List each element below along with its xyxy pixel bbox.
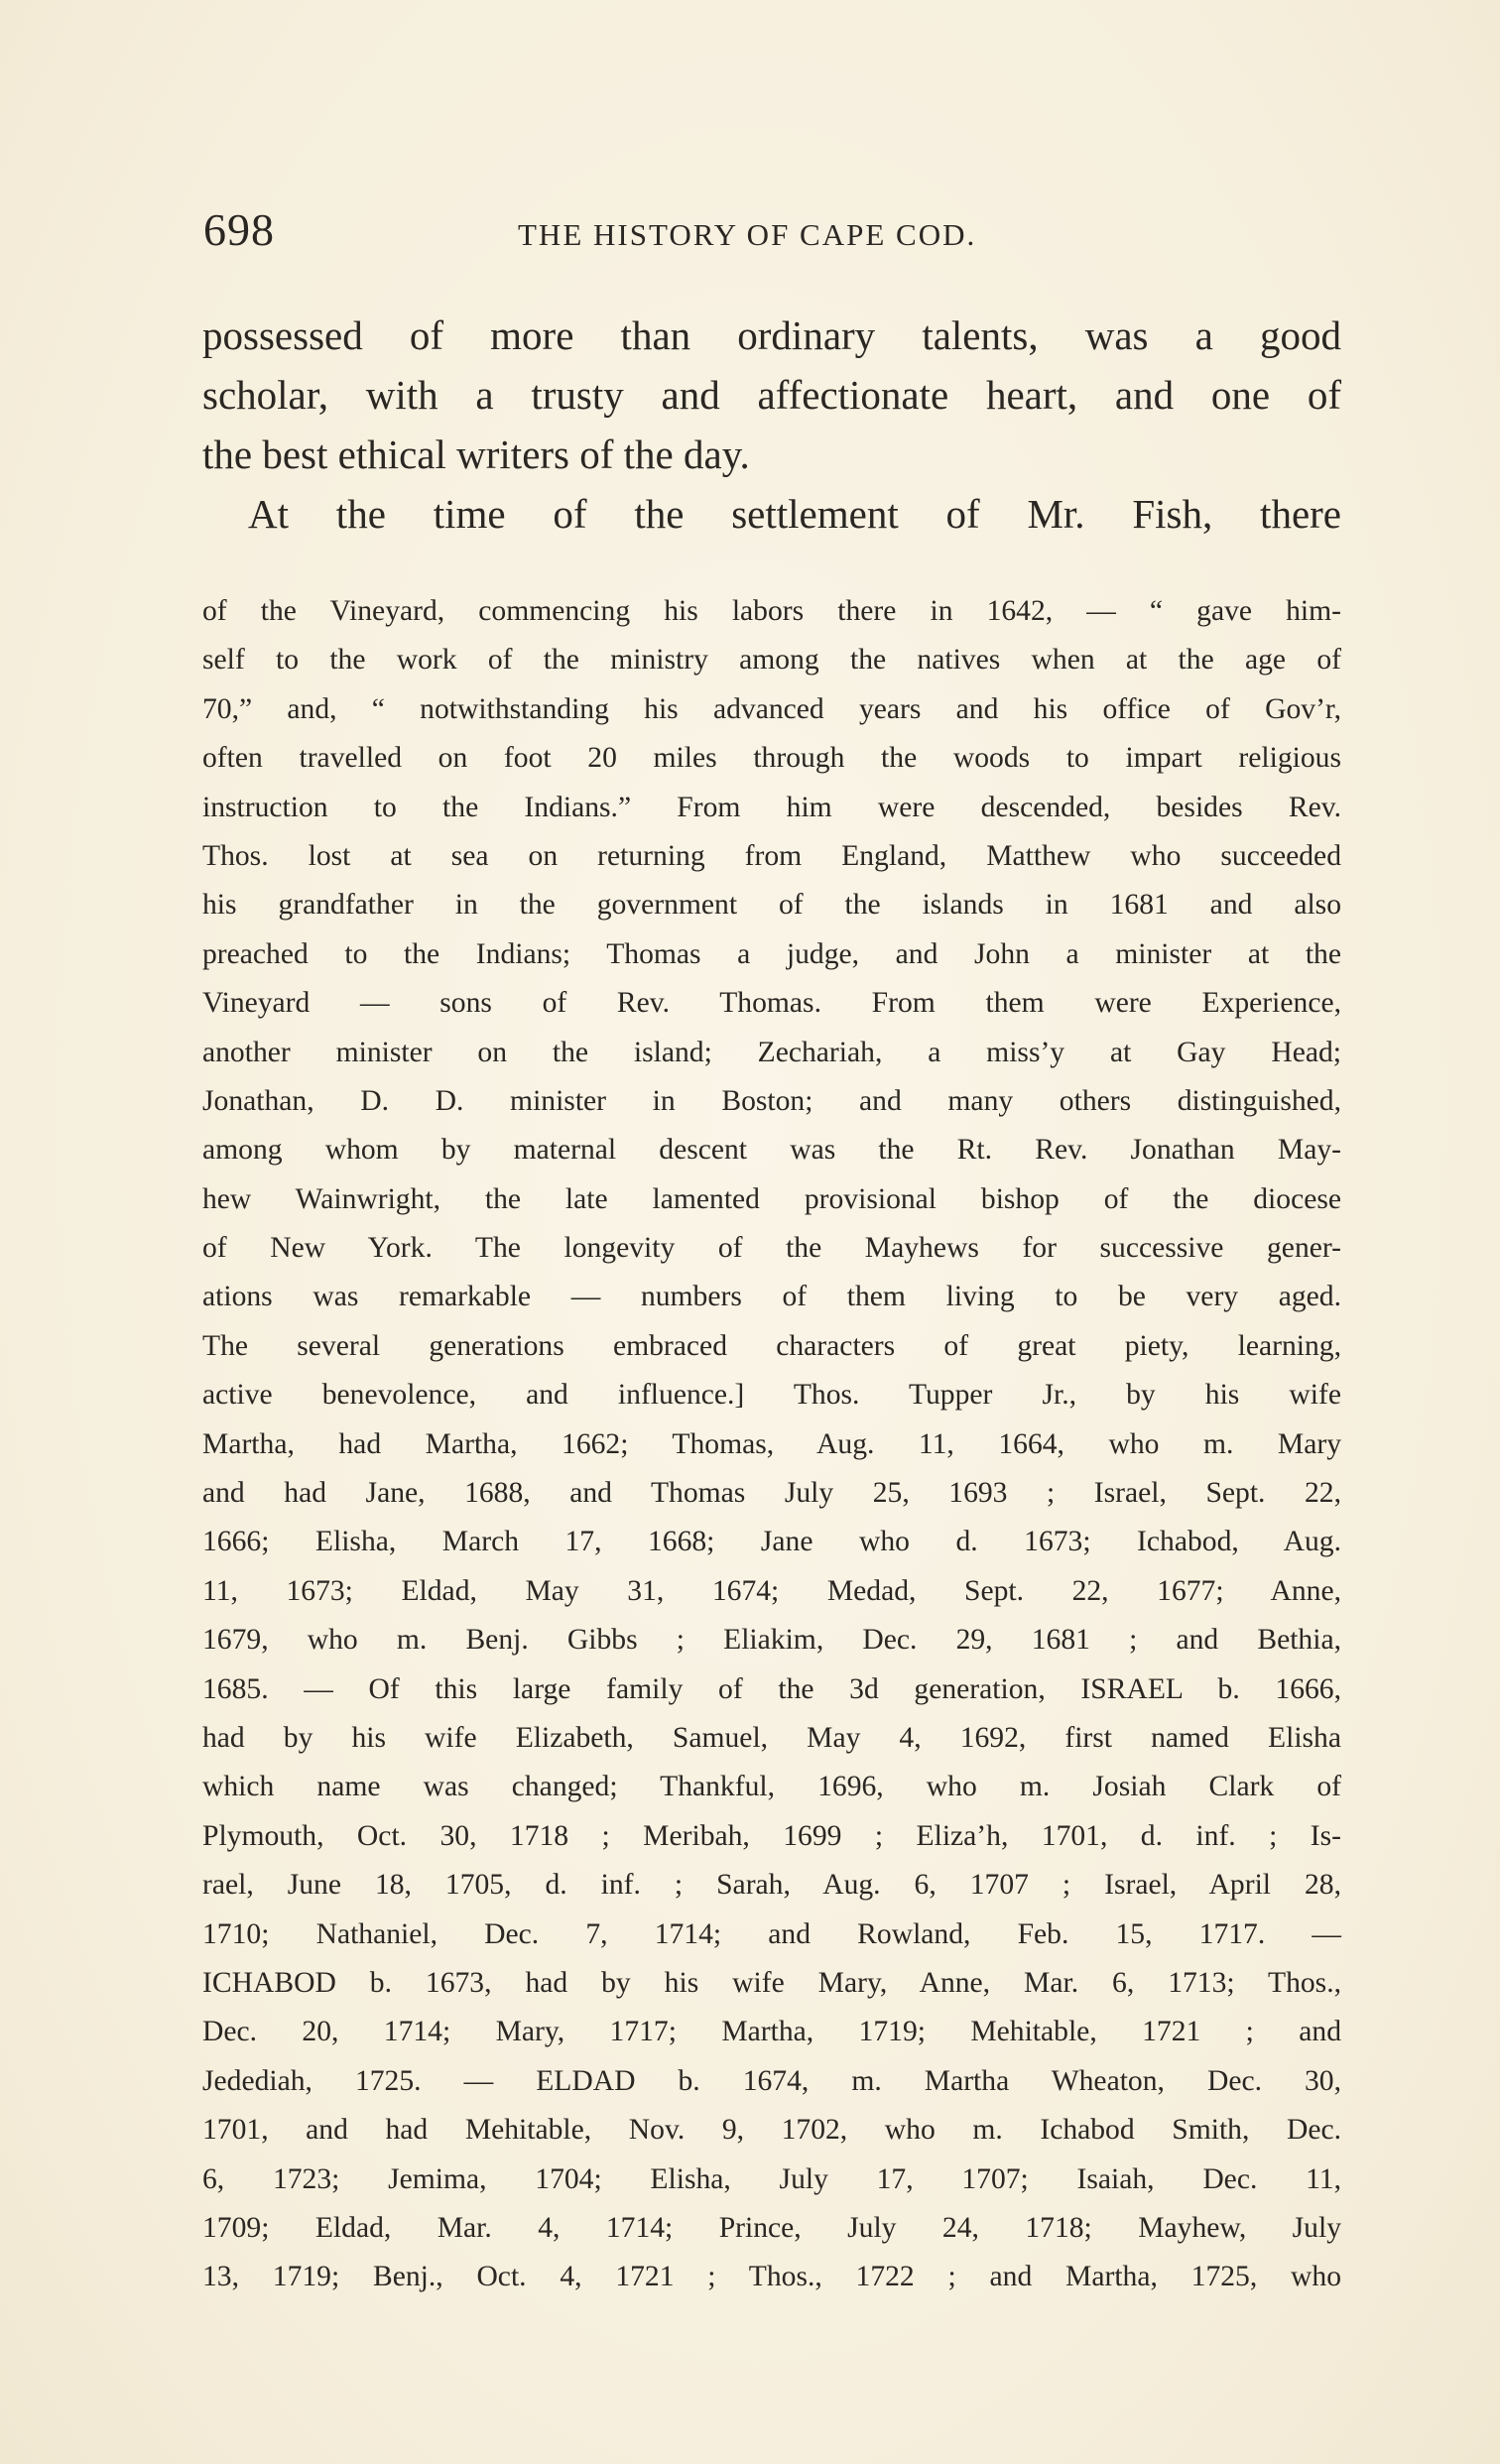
running-title: THE HISTORY OF CAPE COD. bbox=[518, 217, 977, 252]
note-text-line: 11, 1673; Eldad, May 31, 1674; Medad, Sept. 22, 1677; Anne, bbox=[202, 1574, 1341, 1607]
note-text-line: hew Wainwright, the late lamented provisional bishop of the diocese bbox=[202, 1182, 1341, 1215]
running-head bbox=[203, 203, 1344, 263]
note-text-line: 1685. — Of this large family of the 3d generation, ISRAEL b. 1666, bbox=[202, 1672, 1341, 1705]
note-text-line: active benevolence, and influence.] Thos. Tupper Jr., by his wife bbox=[202, 1379, 1341, 1412]
note-text-line: had by his wife Elizabeth, Samuel, May 4, 1692, first named Elisha bbox=[202, 1721, 1341, 1754]
note-text-line: ations was remarkable — numbers of them living to be very aged. bbox=[202, 1281, 1341, 1313]
note-text-line: Plymouth, Oct. 30, 1718 ; Meribah, 1699 ; Eliza’h, 1701, d. inf. ; Is- bbox=[202, 1819, 1341, 1852]
note-text-line: self to the work of the ministry among the natives when at the age of bbox=[202, 644, 1341, 677]
page-number: 698 bbox=[203, 204, 275, 255]
note-text-line: among whom by maternal descent was the Rt. Rev. Jonathan May- bbox=[202, 1134, 1341, 1167]
note-text-line: and had Jane, 1688, and Thomas July 25, 1693 ; Israel, Sept. 22, bbox=[202, 1477, 1341, 1510]
main-text-line: scholar, with a trusty and affectionate heart, and one of bbox=[202, 372, 1341, 418]
note-text-line: 1701, and had Mehitable, Nov. 9, 1702, who m. Ichabod Smith, Dec. bbox=[202, 2114, 1341, 2147]
note-text-line: of New York. The longevity of the Mayhews for successive gener- bbox=[202, 1232, 1341, 1265]
note-text-line: which name was changed; Thankful, 1696, who m. Josiah Clark of bbox=[202, 1771, 1341, 1803]
note-text-line: 13, 1719; Benj., Oct. 4, 1721 ; Thos., 1722 ; and Martha, 1725, who bbox=[202, 2261, 1341, 2293]
note-text-line: 70,” and, “ notwithstanding his advanced years and his office of Gov’r, bbox=[202, 692, 1341, 725]
note-text-line: often travelled on foot 20 miles through the woods to impart religious bbox=[202, 742, 1341, 775]
note-text-line: The several generations embraced characters of great piety, learning, bbox=[202, 1329, 1341, 1362]
note-text-line: 1679, who m. Benj. Gibbs ; Eliakim, Dec. 29, 1681 ; and Bethia, bbox=[202, 1624, 1341, 1657]
main-text-line: At the time of the settlement of Mr. Fish, there bbox=[248, 491, 1341, 537]
note-text-line: Martha, had Martha, 1662; Thomas, Aug. 11, 1664, who m. Mary bbox=[202, 1427, 1341, 1460]
note-text-line: 1710; Nathaniel, Dec. 7, 1714; and Rowland, Feb. 15, 1717. — bbox=[202, 1917, 1341, 1950]
note-text-line: ICHABOD b. 1673, had by his wife Mary, Anne, Mar. 6, 1713; Thos., bbox=[202, 1966, 1341, 1999]
note-text-line: his grandfather in the government of the islands in 1681 and also bbox=[202, 889, 1341, 922]
note-text bbox=[202, 587, 1341, 2302]
note-text-line: 1709; Eldad, Mar. 4, 1714; Prince, July 24, 1718; Mayhew, July bbox=[202, 2211, 1341, 2244]
note-text-line: instruction to the Indians.” From him were descended, besides Rev. bbox=[202, 791, 1341, 823]
main-text bbox=[202, 306, 1341, 544]
note-text-line: Jedediah, 1725. — ELDAD b. 1674, m. Martha Wheaton, Dec. 30, bbox=[202, 2064, 1341, 2097]
note-text-line: Jonathan, D. D. minister in Boston; and many others distinguished, bbox=[202, 1084, 1341, 1117]
note-text-line: 6, 1723; Jemima, 1704; Elisha, July 17, 1707; Isaiah, Dec. 11, bbox=[202, 2162, 1341, 2195]
note-text-line: 1666; Elisha, March 17, 1668; Jane who d. 1673; Ichabod, Aug. bbox=[202, 1526, 1341, 1558]
note-text-line: of the Vineyard, commencing his labors there in 1642, — “ gave him- bbox=[202, 595, 1341, 627]
main-text-line: possessed of more than ordinary talents, was a good bbox=[202, 312, 1341, 358]
main-text-line: the best ethical writers of the day. bbox=[202, 431, 750, 477]
note-text-line: preached to the Indians; Thomas a judge, and John a minister at the bbox=[202, 937, 1341, 970]
note-text-line: Vineyard — sons of Rev. Thomas. From them were Experience, bbox=[202, 987, 1341, 1020]
note-text-line: Thos. lost at sea on returning from England, Matthew who succeeded bbox=[202, 839, 1341, 872]
note-text-line: another minister on the island; Zechariah, a miss’y at Gay Head; bbox=[202, 1036, 1341, 1068]
note-text-line: Dec. 20, 1714; Mary, 1717; Martha, 1719; Mehitable, 1721 ; and bbox=[202, 2016, 1341, 2048]
note-text-line: rael, June 18, 1705, d. inf. ; Sarah, Aug. 6, 1707 ; Israel, April 28, bbox=[202, 1869, 1341, 1902]
